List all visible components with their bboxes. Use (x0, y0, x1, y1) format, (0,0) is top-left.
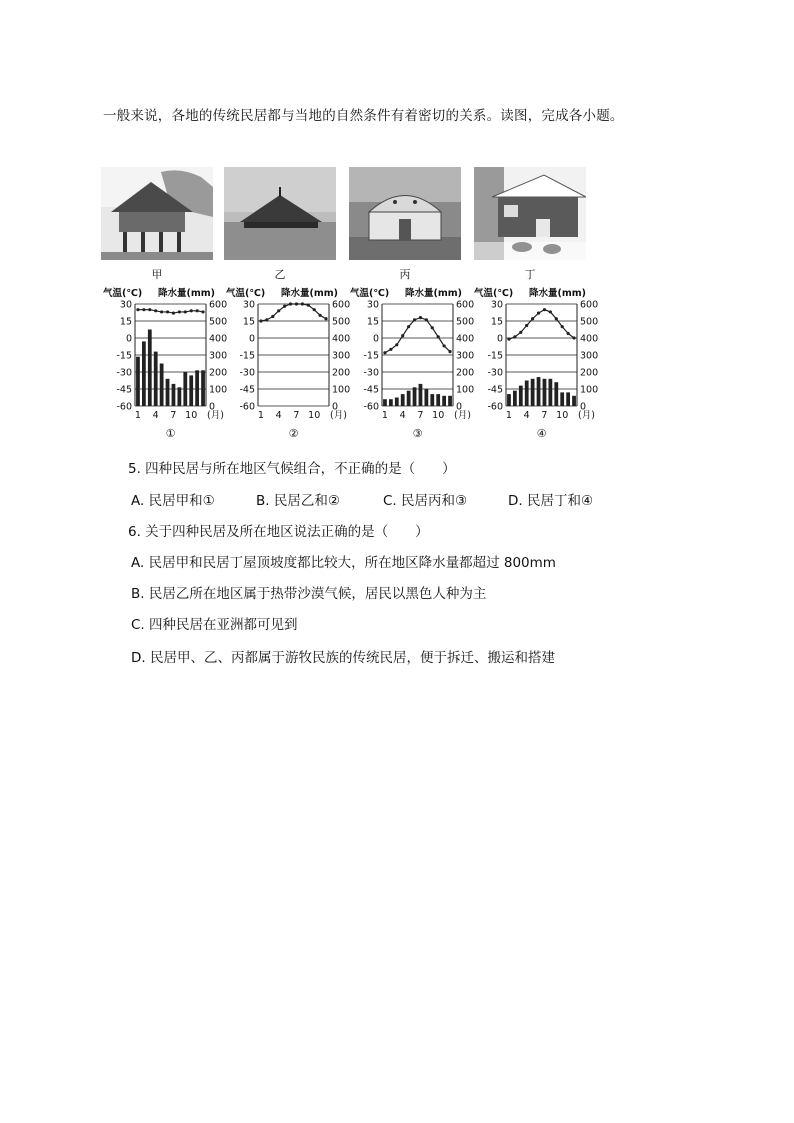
temp-point (549, 310, 552, 313)
temp-point (383, 351, 386, 354)
month-tick-label: 4 (399, 410, 406, 421)
temp-tick-label: 15 (119, 316, 132, 328)
precip-bar (136, 357, 140, 406)
precip-bar (554, 382, 558, 406)
temp-point (307, 304, 310, 307)
precip-tick-label: 500 (332, 316, 351, 328)
month-tick-label: 7 (417, 410, 424, 421)
month-tick-label: 10 (556, 410, 569, 421)
precip-axis-label: 降水量(mm) (405, 288, 462, 299)
precip-axis-label: 降水量(mm) (158, 288, 215, 299)
temp-axis-label: 气温(℃) (474, 288, 514, 299)
temp-tick-label: -60 (487, 401, 503, 413)
precip-bar (172, 384, 176, 406)
q5-option-d: D. 民居丁和④ (508, 493, 594, 509)
temp-point (172, 311, 175, 314)
precip-tick-label: 0 (332, 401, 339, 413)
q6-option-d: D. 民居甲、乙、丙都属于游牧民族的传统民居，便于拆迁、搬运和搭建 (131, 650, 555, 666)
temp-line (509, 310, 574, 339)
precip-tick-label: 0 (209, 401, 216, 413)
temp-tick-label: -45 (116, 384, 132, 396)
temp-axis-label: 气温(℃) (350, 288, 390, 299)
temp-tick-label: -45 (363, 384, 379, 396)
temp-point (295, 302, 298, 305)
temp-tick-label: 0 (372, 333, 379, 345)
q6-option-b: B. 民居乙所在地区属于热带沙漠气候，居民以黑色人种为主 (131, 586, 487, 602)
precip-bar (448, 396, 452, 406)
precip-bar (513, 391, 517, 406)
month-unit-label: (月) (207, 410, 224, 421)
temp-point (572, 336, 575, 339)
precip-bar (195, 370, 199, 406)
temp-point (148, 308, 151, 311)
precip-bar (543, 379, 547, 406)
temp-point (513, 335, 516, 338)
month-tick-label: 1 (257, 410, 264, 421)
month-tick-label: 7 (541, 410, 548, 421)
temp-point (443, 344, 446, 347)
climate-chart-2 (226, 285, 351, 443)
temp-point (259, 319, 262, 322)
temp-point (196, 309, 199, 312)
precip-axis-label: 降水量(mm) (529, 288, 586, 299)
temp-point (401, 334, 404, 337)
precip-bar (548, 379, 552, 406)
temp-point (537, 311, 540, 314)
precip-tick-label: 200 (580, 367, 599, 379)
temp-point (555, 317, 558, 320)
temp-point (561, 325, 564, 328)
caption-jia: 甲 (151, 268, 163, 281)
temp-point (437, 335, 440, 338)
q6-stem: 6. 关于四种民居及所在地区说法正确的是（ ） (128, 524, 429, 540)
precip-bar (507, 394, 511, 406)
month-tick-label: 7 (170, 410, 177, 421)
temp-point (448, 350, 451, 353)
precip-bar (166, 379, 170, 406)
stilt-house-photo (101, 167, 213, 260)
precip-bar (154, 352, 158, 406)
precip-bar (413, 387, 417, 406)
month-unit-label: (月) (330, 410, 347, 421)
temp-tick-label: -45 (487, 384, 503, 396)
caption-ding: 丁 (524, 268, 536, 281)
temp-point (283, 305, 286, 308)
precip-tick-label: 600 (580, 299, 599, 311)
temp-tick-label: -15 (239, 350, 255, 362)
month-tick-label: 4 (152, 410, 159, 421)
precip-tick-label: 500 (456, 316, 475, 328)
precip-bar (183, 372, 187, 406)
precip-tick-label: 100 (209, 384, 228, 396)
precip-bar (572, 396, 576, 406)
temp-line (261, 304, 326, 321)
intro-text: 一般来说，各地的传统民居都与当地的自然条件有着密切的关系。读图，完成各小题。 (103, 108, 624, 124)
q6-option-a: A. 民居甲和民居丁屋顶坡度都比较大，所在地区降水量都超过 800mm (131, 555, 556, 571)
temp-point (190, 309, 193, 312)
q6-option-c: C. 四种民居在亚洲都可见到 (131, 617, 298, 633)
temp-point (543, 308, 546, 311)
temp-axis-label: 气温(℃) (103, 288, 143, 299)
temp-point (324, 317, 327, 320)
caption-yi: 乙 (274, 268, 286, 281)
month-tick-label: 1 (134, 410, 141, 421)
q5-option-c: C. 民居丙和③ (383, 493, 468, 509)
temp-line (385, 318, 450, 353)
month-tick-label: 4 (523, 410, 530, 421)
precip-axis-label: 降水量(mm) (281, 288, 338, 299)
snowy-cabin-photo (474, 167, 586, 260)
temp-point (277, 309, 280, 312)
precip-bar (525, 381, 529, 407)
temp-line (138, 310, 203, 313)
month-tick-label: 7 (293, 410, 300, 421)
temp-point (525, 324, 528, 327)
climate-chart-1 (103, 285, 228, 443)
temp-point (301, 302, 304, 305)
month-tick-label: 1 (381, 410, 388, 421)
temp-point (413, 318, 416, 321)
q5-stem: 5. 四种民居与所在地区气候组合，不正确的是（ ） (128, 461, 456, 477)
precip-tick-label: 600 (209, 299, 228, 311)
temp-tick-label: 15 (490, 316, 503, 328)
temp-tick-label: 0 (125, 333, 132, 345)
precip-bar (419, 384, 423, 406)
temp-point (531, 317, 534, 320)
temp-tick-label: 30 (242, 299, 255, 311)
precip-bar (148, 330, 152, 407)
temp-point (166, 310, 169, 313)
temp-tick-label: -45 (239, 384, 255, 396)
temp-point (425, 318, 428, 321)
month-tick-label: 10 (432, 410, 445, 421)
temp-tick-label: -15 (116, 350, 132, 362)
precip-tick-label: 300 (332, 350, 351, 362)
precip-tick-label: 200 (456, 367, 475, 379)
temp-point (142, 308, 145, 311)
precip-tick-label: 200 (209, 367, 228, 379)
temp-point (313, 308, 316, 311)
temp-point (160, 310, 163, 313)
month-tick-label: 4 (275, 410, 282, 421)
temp-point (567, 332, 570, 335)
precip-tick-label: 400 (580, 333, 599, 345)
precip-tick-label: 0 (456, 401, 463, 413)
caption-bing: 丙 (399, 268, 411, 281)
temp-tick-label: -15 (487, 350, 503, 362)
temp-point (289, 302, 292, 305)
temp-point (271, 315, 274, 318)
precip-bar (519, 386, 523, 406)
precip-bar (407, 391, 411, 406)
precip-tick-label: 500 (580, 316, 599, 328)
chart-number: ③ (412, 427, 423, 440)
temp-tick-label: -30 (116, 367, 132, 379)
precip-tick-label: 300 (456, 350, 475, 362)
precip-bar (566, 392, 570, 406)
temp-point (431, 326, 434, 329)
temp-point (407, 325, 410, 328)
temp-axis-label: 气温(℃) (226, 288, 266, 299)
precip-tick-label: 300 (209, 350, 228, 362)
temp-tick-label: -30 (363, 367, 379, 379)
chart-number: ④ (536, 427, 547, 440)
precip-bar (201, 370, 205, 406)
yurt-photo (349, 167, 461, 260)
precip-bar (142, 341, 146, 406)
temp-point (184, 310, 187, 313)
precip-bar (383, 399, 387, 406)
temp-point (136, 308, 139, 311)
precip-tick-label: 100 (580, 384, 599, 396)
temp-tick-label: -60 (239, 401, 255, 413)
precip-tick-label: 100 (332, 384, 351, 396)
temp-point (419, 316, 422, 319)
temp-tick-label: 15 (366, 316, 379, 328)
temp-tick-label: 0 (248, 333, 255, 345)
temp-tick-label: 30 (119, 299, 132, 311)
temp-point (178, 310, 181, 313)
month-tick-label: 10 (185, 410, 198, 421)
temp-tick-label: -15 (363, 350, 379, 362)
temp-point (319, 314, 322, 317)
temp-point (265, 318, 268, 321)
precip-tick-label: 0 (580, 401, 587, 413)
temp-tick-label: 30 (490, 299, 503, 311)
temp-tick-label: -30 (239, 367, 255, 379)
climate-chart-4 (474, 285, 599, 443)
temp-point (154, 309, 157, 312)
precip-bar (537, 377, 541, 406)
temp-tick-label: -60 (116, 401, 132, 413)
precip-tick-label: 500 (209, 316, 228, 328)
precip-tick-label: 100 (456, 384, 475, 396)
black-tent-photo (224, 167, 336, 260)
month-tick-label: 10 (308, 410, 321, 421)
climate-chart-3 (350, 285, 475, 443)
chart-number: ① (165, 427, 176, 440)
month-unit-label: (月) (454, 410, 471, 421)
q5-option-b: B. 民居乙和② (256, 493, 340, 509)
chart-number: ② (288, 427, 299, 440)
temp-point (507, 338, 510, 341)
q5-option-a: A. 民居甲和① (131, 493, 215, 509)
temp-point (389, 348, 392, 351)
precip-bar (189, 375, 193, 406)
temp-tick-label: -60 (363, 401, 379, 413)
month-unit-label: (月) (578, 410, 595, 421)
precip-bar (160, 364, 164, 407)
precip-bar (395, 398, 399, 407)
precip-bar (430, 394, 434, 406)
temp-point (201, 310, 204, 313)
precip-bar (531, 379, 535, 406)
precip-tick-label: 600 (332, 299, 351, 311)
precip-tick-label: 300 (580, 350, 599, 362)
precip-bar (442, 396, 446, 406)
precip-bar (436, 394, 440, 406)
temp-tick-label: -30 (487, 367, 503, 379)
precip-tick-label: 400 (332, 333, 351, 345)
temp-tick-label: 15 (242, 316, 255, 328)
precip-bar (401, 394, 405, 406)
precip-tick-label: 400 (456, 333, 475, 345)
month-tick-label: 1 (505, 410, 512, 421)
temp-point (519, 331, 522, 334)
temp-point (395, 343, 398, 346)
precip-bar (389, 399, 393, 406)
precip-tick-label: 600 (456, 299, 475, 311)
temp-tick-label: 30 (366, 299, 379, 311)
precip-tick-label: 200 (332, 367, 351, 379)
precip-bar (560, 392, 564, 406)
temp-tick-label: 0 (496, 333, 503, 345)
precip-tick-label: 400 (209, 333, 228, 345)
precip-bar (177, 387, 181, 406)
precip-bar (424, 389, 428, 406)
